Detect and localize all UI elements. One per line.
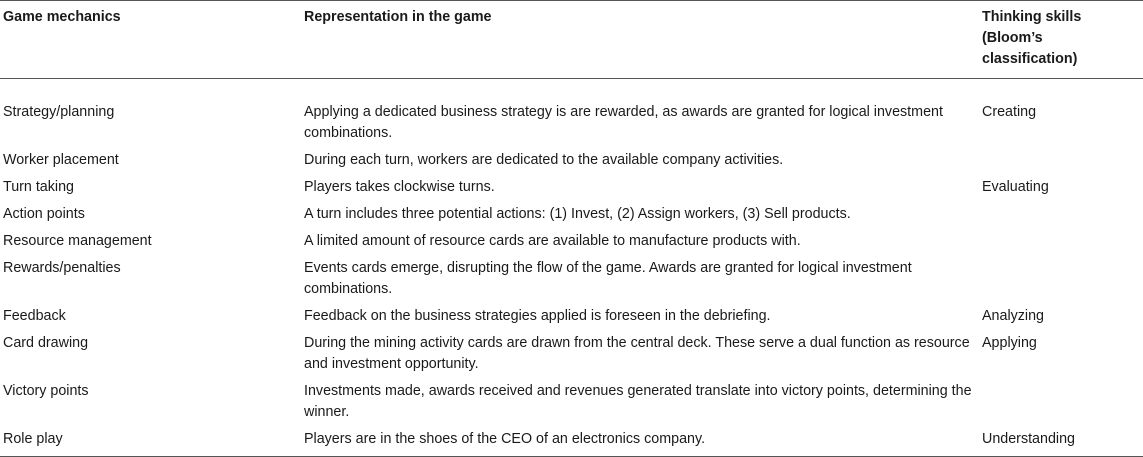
table-row (0, 79, 1143, 147)
representation-cell: A turn includes three potential actions: (1) Invest, (2) Assign workers, (3) Sell products. (304, 206, 851, 222)
table-row (0, 173, 1143, 200)
skill-cell (982, 377, 1143, 425)
skill-cell: Analyzing (982, 308, 1044, 324)
skill-cell: Evaluating (982, 179, 1049, 195)
header-representation: Representation in the game (304, 9, 492, 25)
representation-cell: During each turn, workers are dedicated to the available company activities. (304, 152, 784, 168)
table-row (0, 146, 1143, 173)
skill-cell (982, 254, 1143, 302)
mechanic-cell: Victory points (3, 383, 89, 399)
table-row (0, 329, 1143, 377)
mechanic-cell: Rewards/penalties (3, 260, 121, 276)
mechanic-cell: Resource management (3, 233, 152, 249)
skill-cell (982, 227, 1143, 254)
header-row (0, 1, 1143, 79)
skill-cell: Creating (982, 104, 1037, 120)
table-row (0, 302, 1143, 329)
representation-cell: Players takes clockwise turns. (304, 179, 495, 195)
header-thinking-skills: Thinking skills (Bloom’s classification) (982, 9, 1082, 67)
skill-cell (982, 200, 1143, 227)
table-body (0, 79, 1143, 457)
representation-cell: Players are in the shoes of the CEO of an electronics company. (304, 431, 706, 447)
header-game-mechanics: Game mechanics (3, 9, 121, 25)
skill-cell: Understanding (982, 431, 1075, 447)
table-row (0, 254, 1143, 302)
representation-cell: Feedback on the business strategies applied is foreseen in the debriefing. (304, 308, 771, 324)
mechanic-cell: Turn taking (3, 179, 74, 195)
table-row (0, 200, 1143, 227)
table-header (0, 1, 1143, 79)
skill-cell: Applying (982, 335, 1037, 351)
representation-cell: During the mining activity cards are drawn from the central deck. These serve a dual function as resource and investment opportunity. (304, 335, 970, 372)
table-row (0, 377, 1143, 425)
skill-cell (982, 146, 1143, 173)
mechanic-cell: Card drawing (3, 335, 89, 351)
table-row (0, 425, 1143, 457)
mechanic-cell: Strategy/planning (3, 104, 115, 120)
representation-cell: A limited amount of resource cards are available to manufacture products with. (304, 233, 801, 249)
mechanic-cell: Worker placement (3, 152, 119, 168)
mechanic-cell: Action points (3, 206, 85, 222)
mechanic-cell: Role play (3, 431, 63, 447)
representation-cell: Applying a dedicated business strategy is are rewarded, as awards are granted for logical investment combinations. (304, 104, 943, 141)
mechanic-cell: Feedback (3, 308, 66, 324)
table-row (0, 227, 1143, 254)
representation-cell: Events cards emerge, disrupting the flow of the game. Awards are granted for logical investment combinations. (304, 260, 912, 297)
representation-cell: Investments made, awards received and revenues generated translate into victory points, determining the winner. (304, 383, 972, 420)
